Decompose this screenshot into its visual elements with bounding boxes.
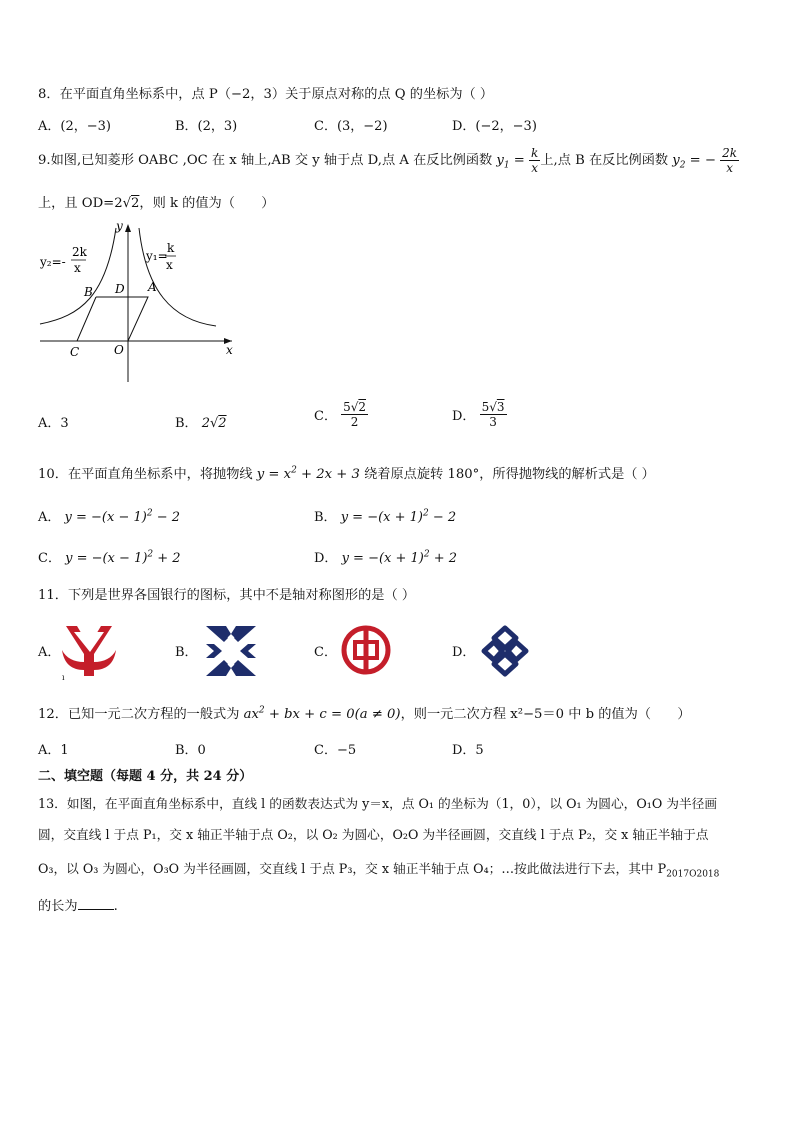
point-a-label: A <box>148 280 157 294</box>
q9-y1-eq: $y_1$ = <box>492 153 530 171</box>
q12-option-a: A．1 <box>38 743 69 758</box>
q8-option-d: D．(−2，−3) <box>452 119 537 134</box>
q10-option-b: B． $y = -(x + 1)^2 - 2$ <box>314 508 457 525</box>
logo-a-mark: ı <box>62 673 65 682</box>
q13-line4: 的长为 . <box>38 899 118 914</box>
q9-stem-part-c: 上，且 OD=2 <box>38 196 123 211</box>
q8-option-c: C．(3，−2) <box>314 119 388 134</box>
q8-option-a: A．(2，−3) <box>38 119 111 134</box>
label-y2-num: 2k <box>72 245 87 259</box>
q9-option-b: B． 2√2 <box>175 416 227 431</box>
y-axis-arrow-icon <box>125 224 131 232</box>
q9-fraction-2k-x: $\frac{2k}{x}$ <box>722 146 738 175</box>
curve-y1 <box>139 228 216 326</box>
q9-figure <box>36 220 246 388</box>
q11-option-a: A． <box>38 645 61 660</box>
q9-fraction-k-x: $\frac{k}{x}$ <box>531 146 539 175</box>
answer-blank[interactable] <box>78 897 114 910</box>
q9-option-d: D． $\frac{5√3}{3}$ <box>452 400 505 429</box>
q9-stem-part-b: 上,点 B 在反比例函数 <box>540 153 669 168</box>
q10-option-a: A． $y = -(x - 1)^2 - 2$ <box>38 508 181 525</box>
q8-stem: 8．在平面直角坐标系中，点 P（−2，3）关于原点对称的点 Q 的坐标为（ ） <box>38 87 494 102</box>
point-d-label: D <box>115 282 125 296</box>
q9-stem-line2 <box>38 192 274 211</box>
q11-option-b: B． <box>175 645 198 660</box>
point-b-label: B <box>84 285 93 299</box>
q13-line3: O₃，以 O₃ 为圆心，O₃O 为半径画圆，交直线 l 于点 P₃，交 x 轴正半轴于点 O₄；…按此做法进行下去，其中 $P_{2017O2018}$ <box>38 861 720 880</box>
label-y1-num: k <box>167 241 175 255</box>
q9-y2-eq: $y_2$ = − <box>668 153 721 171</box>
label-y1-den: x <box>166 258 173 272</box>
axis-x-label: x <box>226 343 233 357</box>
q8-option-b: B．(2，3) <box>175 119 238 134</box>
q10-stem: 10．在平面直角坐标系中，将抛物线 $y = x^2 + 2x + 3$ 绕着原点旋转 180°，所得抛物线的解析式是（ ） <box>38 465 655 482</box>
label-y2: y₂=- <box>40 255 66 269</box>
q9-stem-part-a: 9.如图,已知菱形 OABC ,OC 在 x 轴上,AB 交 y 轴于点 D,点 A 在反比例函数 <box>38 153 493 168</box>
section-fill-blank-title: 二、填空题（每题 4 分，共 24 分） <box>38 769 253 784</box>
q9-option-c: C． $\frac{5√2}{2}$ <box>314 400 367 429</box>
bank-logo-c-icon <box>340 624 392 676</box>
bank-logo-d-icon <box>476 624 534 678</box>
q13-line1: 13．如图，在平面直角坐标系中，直线 l 的函数表达式为 y＝x，点 O₁ 的坐标为（1，0），以 O₁ 为圆心，O₁O 为半径画 <box>38 796 718 811</box>
q10-option-c: C． $y = -(x - 1)^2 + 2$ <box>38 549 181 566</box>
point-o-label: O <box>114 343 124 357</box>
curve-y2 <box>40 228 116 324</box>
q11-option-d: D． <box>452 645 476 660</box>
q12-option-b: B．0 <box>175 743 206 758</box>
point-c-label: C <box>70 345 80 359</box>
label-y1: y₁= <box>146 249 168 263</box>
q9-option-a: A．3 <box>38 416 69 431</box>
q9-sqrt2: √2 <box>122 196 140 211</box>
q9-stem-part-d: ，则 k 的值为（ ） <box>139 196 275 211</box>
q13-line2: 圆，交直线 l 于点 P₁，交 x 轴正半轴于点 O₂，以 O₂ 为圆心，O₂O 为半径画圆，交直线 l 于点 P₂，交 x 轴正半轴于点 <box>38 827 709 842</box>
q9-stem-line1 <box>38 146 739 180</box>
q12-option-d: D．5 <box>452 743 484 758</box>
label-y2-den: x <box>74 261 81 275</box>
q11-option-c: C． <box>314 645 337 660</box>
bank-logo-a-icon <box>60 624 118 678</box>
axis-y-label: y <box>116 220 123 233</box>
q12-stem: 12．已知一元二次方程的一般式为 $ax^2$ + bx + c = 0(a ≠ 0)，则一元二次方程 x²−5＝0 中 b 的值为（ ） <box>38 705 691 722</box>
q10-option-d: D． $y = -(x + 1)^2 + 2$ <box>314 549 458 566</box>
rhombus-oabc <box>77 297 148 341</box>
bank-logo-b-icon <box>204 624 258 678</box>
q12-option-c: C．−5 <box>314 743 357 758</box>
q11-stem: 11．下列是世界各国银行的图标，其中不是轴对称图形的是（ ） <box>38 588 416 603</box>
